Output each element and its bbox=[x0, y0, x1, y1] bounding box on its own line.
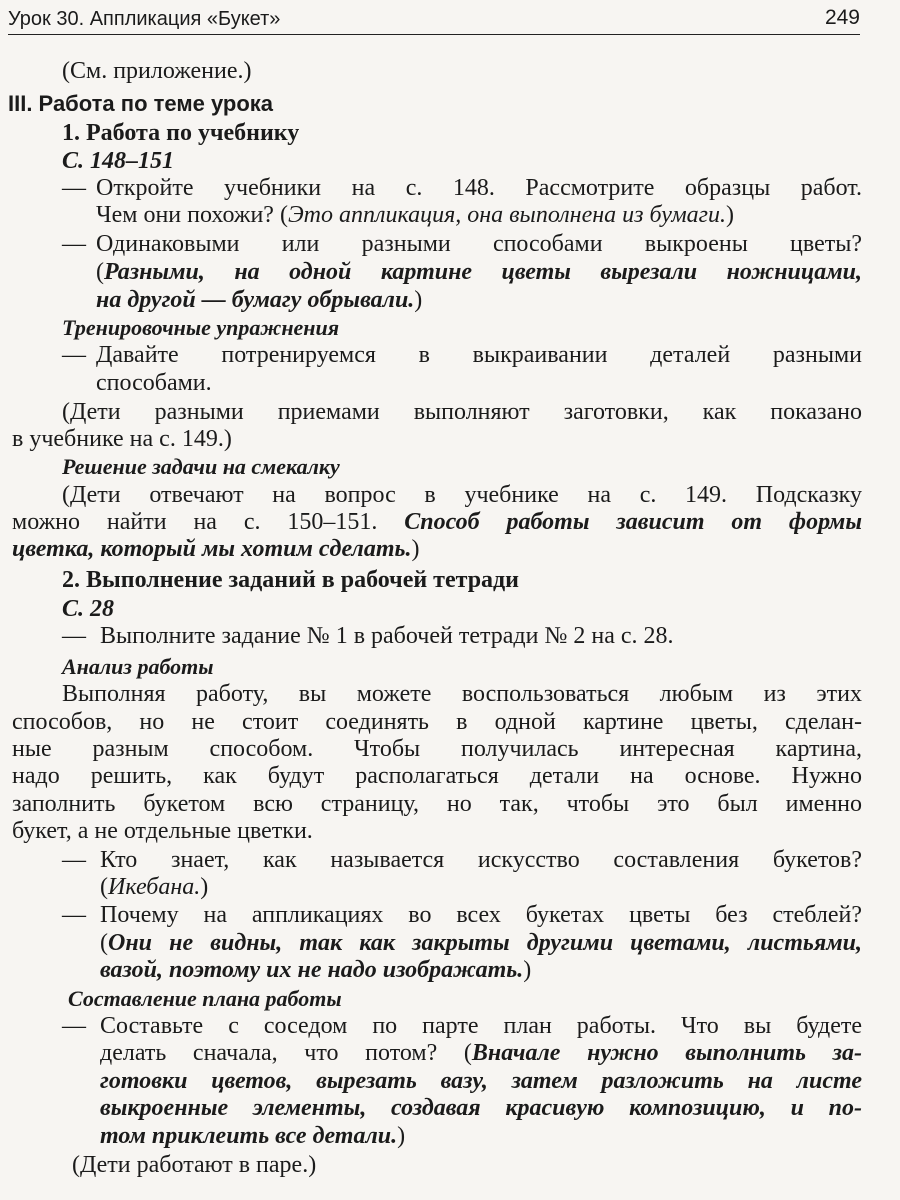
student-answer: (Разными, на одной картине цветы вырезали ножницами, bbox=[96, 259, 862, 285]
teacher-line: Чем они похожи? (Это аппликация, она выполнена из бумаги.) bbox=[96, 202, 734, 228]
activity-note: цветка, который мы хотим сделать.) bbox=[12, 536, 420, 562]
activity-note: (Дети разными приемами выполняют заготовки, как показано bbox=[62, 399, 862, 425]
teacher-line: способами. bbox=[96, 370, 212, 396]
student-answer: (Икебана.) bbox=[100, 874, 209, 900]
body-paragraph: заполнить букетом всю страницу, но так, чтобы это был именно bbox=[12, 791, 862, 817]
dialogue-dash: — bbox=[62, 342, 86, 368]
section-heading: III. Работа по теме урока bbox=[8, 91, 274, 116]
exercise-heading: Анализ работы bbox=[62, 654, 214, 679]
teacher-line: Выполните задание № 1 в рабочей тетради № 2 на с. 28. bbox=[100, 623, 674, 649]
teacher-line: Почему на аппликациях во всех букетах цветы без стеблей? bbox=[100, 902, 862, 928]
dialogue-dash: — bbox=[62, 847, 86, 873]
dialogue-dash: — bbox=[62, 1013, 86, 1039]
student-answer: на другой — бумагу обрывали.) bbox=[96, 287, 423, 313]
body-paragraph: надо решить, как будут располагаться детали на основе. Нужно bbox=[12, 763, 862, 789]
subsection-heading: 2. Выполнение заданий в рабочей тетради bbox=[62, 567, 520, 593]
student-answer: вазой, поэтому их не надо изображать.) bbox=[100, 957, 532, 983]
dialogue-dash: — bbox=[62, 175, 86, 201]
student-answer: готовки цветов, вырезать вазу, затем разложить на листе bbox=[100, 1068, 862, 1094]
exercise-heading: Решение задачи на смекалку bbox=[62, 454, 340, 479]
dialogue-dash: — bbox=[62, 623, 86, 649]
student-answer: выкроенные элементы, создавая красивую композицию, и по- bbox=[100, 1095, 862, 1121]
activity-note: можно найти на с. 150–151. Способ работы зависит от формы bbox=[12, 509, 862, 535]
student-answer: том приклеить все детали.) bbox=[100, 1123, 406, 1149]
pages-reference: С. 28 bbox=[62, 596, 115, 622]
exercise-heading: Тренировочные упражнения bbox=[62, 315, 340, 340]
activity-note: в учебнике на с. 149.) bbox=[12, 426, 232, 452]
body-paragraph: ные разным способом. Чтобы получилась интересная картина, bbox=[12, 736, 862, 762]
dialogue-dash: — bbox=[62, 902, 86, 928]
body-paragraph: способов, но не стоит соединять в одной картине цветы, сделан- bbox=[12, 709, 862, 735]
teacher-line: Составьте с соседом по парте план работы. Что вы будете bbox=[100, 1013, 862, 1039]
subsection-heading: 1. Работа по учебнику bbox=[62, 120, 300, 146]
pages-reference: С. 148–151 bbox=[62, 148, 175, 174]
teacher-line: Откройте учебники на с. 148. Рассмотрите образцы работ. bbox=[96, 175, 862, 201]
body-paragraph: букет, а не отдельные цветки. bbox=[12, 818, 313, 844]
teacher-line: Одинаковыми или разными способами выкроены цветы? bbox=[96, 231, 862, 257]
teacher-line: Давайте потренируемся в выкраивании деталей разными bbox=[96, 342, 862, 368]
body-paragraph: Выполняя работу, вы можете воспользоваться любым из этих bbox=[62, 681, 862, 707]
dialogue-dash: — bbox=[62, 231, 86, 257]
activity-note: (Дети отвечают на вопрос в учебнике на с. 149. Подсказку bbox=[62, 482, 862, 508]
exercise-heading: Составление плана работы bbox=[68, 986, 342, 1011]
teacher-line: делать сначала, что потом? (Вначале нужно выполнить за- bbox=[100, 1040, 862, 1066]
teacher-line: Кто знает, как называется искусство составления букетов? bbox=[100, 847, 862, 873]
running-title: Урок 30. Аппликация «Букет» bbox=[8, 8, 281, 30]
appendix-note: (См. приложение.) bbox=[62, 58, 252, 84]
page-header bbox=[8, 4, 860, 35]
activity-note: (Дети работают в паре.) bbox=[72, 1152, 317, 1178]
page-number: 249 bbox=[824, 6, 860, 29]
student-answer: (Они не видны, так как закрыты другими цветами, листьями, bbox=[100, 930, 862, 956]
